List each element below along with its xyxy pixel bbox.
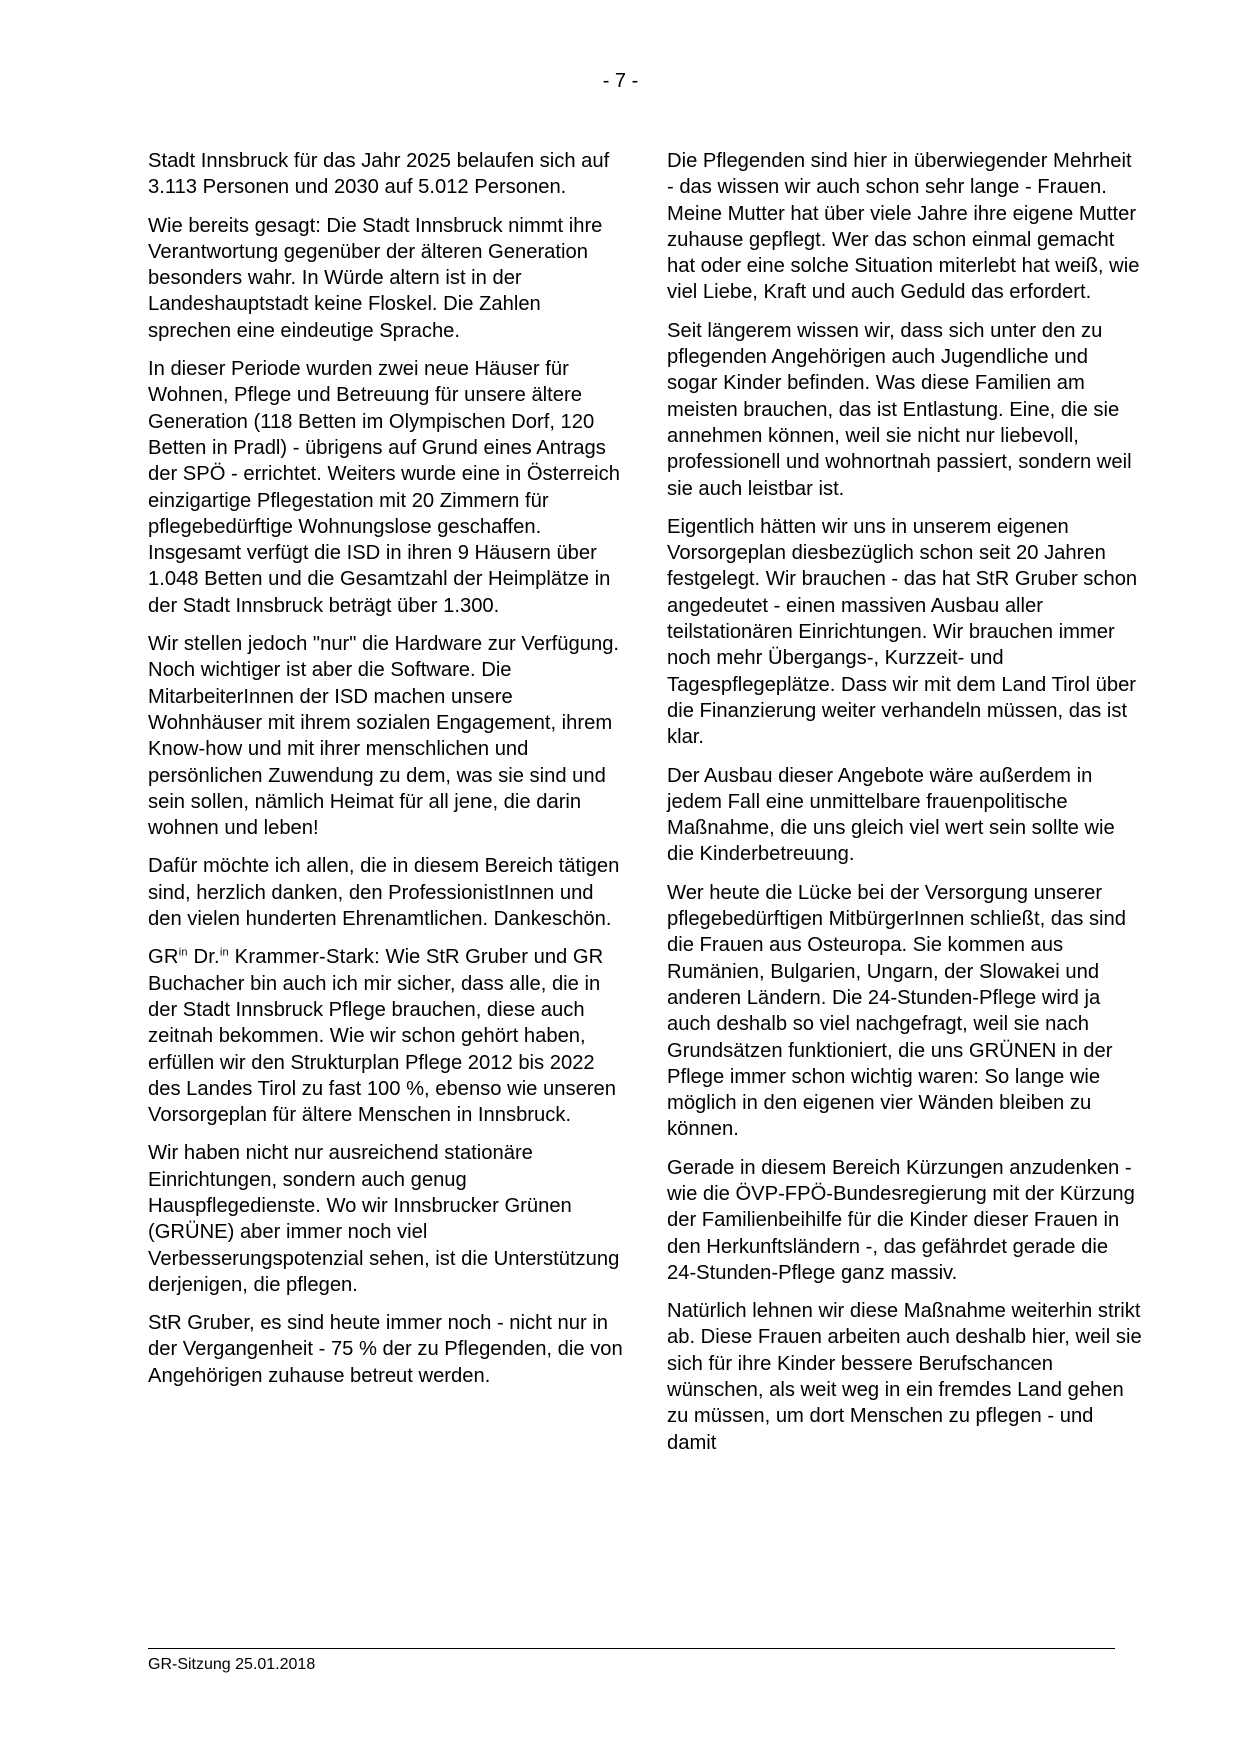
right-column [667,148,1142,1468]
left-column [148,148,623,1401]
page-number: - 7 - [602,70,639,92]
paragraph: Der Ausbau dieser Angebote wäre außerdem in jedem Fall eine unmittelbare frauenpolitische Maßnahme, die uns gleich viel wert sein sollte wie die Kinderbetreuung. [667,764,1115,866]
speaker-name: Krammer-Stark: [234,946,380,969]
paragraph: Wie bereits gesagt: Die Stadt Innsbruck nimmt ihre Verantwortung gegenüber der älteren Generation besonders wahr. In Würde altern ist in der Landeshauptstadt keine Floskel. Die Zahlen sprechen eine eindeutige Sprache. [148,214,603,342]
footer-divider [148,1648,1115,1649]
speaker-title-dr: Dr. [193,946,220,969]
paragraph: Stadt Innsbruck für das Jahr 2025 belaufen sich auf 3.113 Personen und 2030 auf 5.012 Personen. [148,150,610,199]
speaker-label [148,946,380,968]
paragraph: Die Pflegenden sind hier in überwiegender Mehrheit - das wissen wir auch schon sehr lange - Frauen. Meine Mutter hat über viele Jahre ihre eigene Mutter zuhause gepflegt. Wer das schon einmal gemacht hat oder eine solche Situation miterlebt hat weiß, wie viel Liebe, Kraft und auch Geduld das erfordert. [667,150,1140,304]
paragraph: Wer heute die Lücke bei der Versorgung unserer pflegebedürftigen MitbürgerInnen schließt, das sind die Frauen aus Osteuropa. Sie kommen aus Rumänien, Bulgarien, Ungarn, der Slowakei und anderen Ländern. Die 24-Stunden-Pflege wird ja auch deshalb so viel nachgefragt, weil sie nach Grundsätzen funktioniert, die uns GRÜNEN in der Pflege immer schon wichtig waren: So lange wie möglich in den eigenen vier Wänden bleiben zu können. [667,881,1126,1141]
speaker-paragraph [148,944,623,1128]
speaker-title-gr-sup: in [178,946,188,959]
paragraph: StR Gruber, es sind heute immer noch - nicht nur in der Vergangenheit - 75 % der zu Pflegenden, die von Angehörigen zuhause betreut werden. [148,1312,623,1387]
paragraph: Natürlich lehnen wir diese Maßnahme weiterhin strikt ab. Diese Frauen arbeiten auch deshalb hier, weil sie sich für ihre Kinder bessere Berufschancen wünschen, als weit weg in ein fremdes Land gehen zu müssen, um dort Menschen zu pflegen - und damit [667,1300,1142,1454]
paragraph: In dieser Periode wurden zwei neue Häuser für Wohnen, Pflege und Betreuung für unsere ältere Generation (118 Betten im Olympischen Dorf, 120 Betten in Pradl) - übrigens auf Grund eines Antrags der SPÖ - errichtet. Weiters wurde eine in Österreich einzigartige Pflegestation mit 20 Zimmern für pflegebedürftige Wohnungslose geschaffen. Insgesamt verfügt die ISD in ihren 9 Häusern über 1.048 Betten und die Gesamtzahl der Heimplätze in der Stadt Innsbruck beträgt über 1.300. [148,358,620,617]
paragraph: Gerade in diesem Bereich Kürzungen anzudenken - wie die ÖVP-FPÖ-Bundesregierung mit der Kürzung der Familienbeihilfe für die Kinder dieser Frauen in den Herkunftsländern -, das gefährdet gerade die 24-Stunden-Pflege ganz massiv. [667,1156,1135,1284]
footer-text: GR-Sitzung 25.01.2018 [148,1656,316,1673]
speaker-title-dr-sup: in [219,946,229,959]
paragraph: Dafür möchte ich allen, die in diesem Bereich tätigen sind, herzlich danken, den ProfessionistInnen und den vielen hunderten Ehrenamtlichen. Dankeschön. [148,855,620,931]
paragraph: Seit längerem wissen wir, dass sich unter den zu pflegenden Angehörigen auch Jugendliche und sogar Kinder befinden. Was diese Familien am meisten brauchen, das ist Entlastung. Eine, die sie annehmen können, weil sie nicht nur liebevoll, professionell und wohnortnah passiert, sondern weil sie auch leistbar ist. [667,319,1132,500]
paragraph: Wir haben nicht nur ausreichend stationäre Einrichtungen, sondern auch genug Hauspflegedienste. Wo wir Innsbrucker Grünen (GRÜNE) aber immer noch viel Verbesserungspotenzial sehen, ist die Unterstützung derjenigen, die pflegen. [148,1142,620,1296]
speaker-title-gr: GR [148,946,179,969]
speaker-text: Wie StR Gruber und GR Buchacher bin auch ich mir sicher, dass alle, die in der Stadt Innsbruck Pflege brauchen, diese auch zeitnah bekommen. Wie wir schon gehört haben, erfüllen wir den Strukturplan Pflege 2012 bis 2022 des Landes Tirol zu fast 100 %, ebenso wie unseren Vorsorgeplan für ältere Menschen in Innsbruck. [148,946,616,1127]
paragraph: Wir stellen jedoch "nur" die Hardware zur Verfügung. Noch wichtiger ist aber die Software. Die MitarbeiterInnen der ISD machen unsere Wohnhäuser mit ihrem sozialen Engagement, ihrem Know-how und mit ihrer menschlichen und persönlichen Zuwendung zu dem, was sie sind und sein sollen, nämlich Heimat für all jene, die darin wohnen und leben! [148,633,620,840]
paragraph: Eigentlich hätten wir uns in unserem eigenen Vorsorgeplan diesbezüglich schon seit 20 Jahren festgelegt. Wir brauchen - das hat StR Gruber schon angedeutet - einen massiven Ausbau aller teilstationären Einrichtungen. Wir brauchen immer noch mehr Übergangs-, Kurzzeit- und Tagespflegeplätze. Dass wir mit dem Land Tirol über die Finanzierung weiter verhandeln müssen, das ist klar. [667,515,1138,749]
